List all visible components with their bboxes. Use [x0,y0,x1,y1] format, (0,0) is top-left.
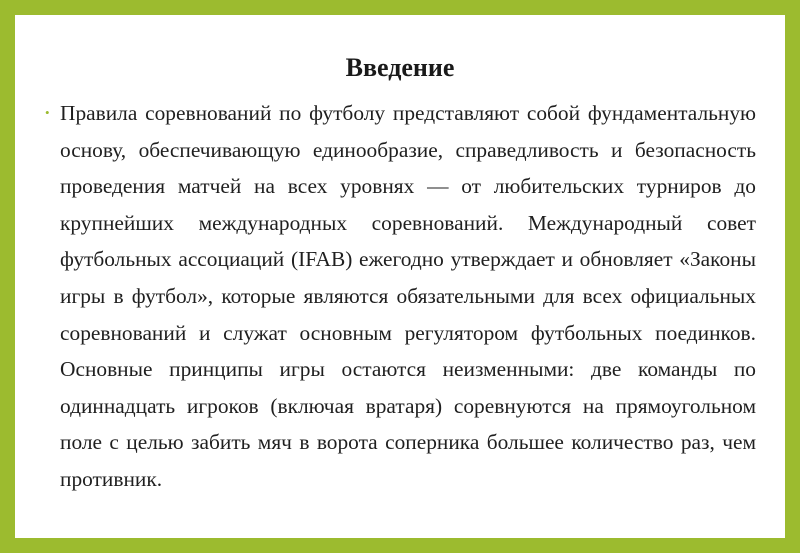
bullet-list [45,95,756,498]
slide [15,15,785,538]
bullet-item [45,95,756,498]
bullet-icon: • [45,105,50,120]
slide-title: Введение [345,53,455,82]
bullet-text: Правила соревнований по футболу представляют собой фундаментальную основу, обеспечивающую единообразие, справедливость и безопасность проведения матчей на всех уровнях — от любительских турниров до крупнейших международных соревнований. Международный совет футбольных ассоциаций (IFAB) ежегодно утверждает и обновляет «Законы игры в футбол», которые являются обязательными для всех официальных соревнований и служат основным регулятором футбольных поединков. Основные принципы игры остаются неизменными: две команды по одиннадцать игроков (включая вратаря) соревнуются на прямоугольном поле с целью забить мяч в ворота соперника большее количество раз, чем противник. [60,101,756,491]
